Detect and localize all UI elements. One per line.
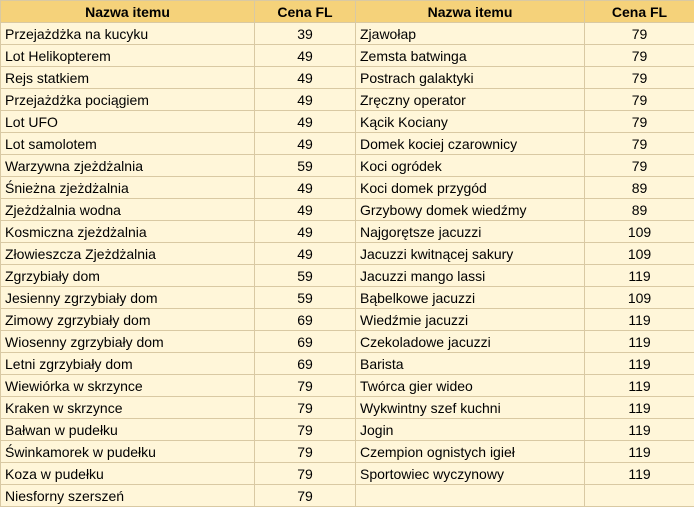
item-name-cell[interactable]: Złowieszcza Zjeżdżalnia — [1, 243, 255, 265]
item-price-cell[interactable]: 49 — [255, 199, 356, 221]
table-row — [356, 243, 694, 265]
item-price-cell[interactable]: 119 — [585, 441, 694, 463]
item-name-cell[interactable]: Jacuzzi mango lassi — [356, 265, 585, 287]
table-row — [1, 133, 356, 155]
item-name-cell[interactable]: Czempion ognistych igieł — [356, 441, 585, 463]
item-price-cell[interactable]: 79 — [585, 133, 694, 155]
table-row — [356, 287, 694, 309]
item-name-cell[interactable]: Bałwan w pudełku — [1, 419, 255, 441]
table-row — [1, 287, 356, 309]
item-price-cell[interactable]: 79 — [255, 419, 356, 441]
right-price-table — [355, 0, 694, 507]
table-row — [356, 67, 694, 89]
header-item-name: Nazwa itemu — [356, 1, 585, 23]
item-name-cell[interactable]: Śnieżna zjeżdżalnia — [1, 177, 255, 199]
item-name-cell[interactable]: Jesienny zgrzybiały dom — [1, 287, 255, 309]
item-price-cell[interactable]: 59 — [255, 155, 356, 177]
item-price-cell[interactable]: 49 — [255, 221, 356, 243]
item-price-cell[interactable]: 69 — [255, 331, 356, 353]
item-name-cell[interactable]: Lot UFO — [1, 111, 255, 133]
table-row — [1, 199, 356, 221]
item-name-cell[interactable]: Lot Helikopterem — [1, 45, 255, 67]
item-name-cell[interactable]: Jogin — [356, 419, 585, 441]
header-row — [356, 1, 694, 23]
item-price-cell[interactable]: 79 — [255, 463, 356, 485]
item-name-cell[interactable]: Postrach galaktyki — [356, 67, 585, 89]
item-price-cell[interactable]: 89 — [585, 199, 694, 221]
item-price-cell[interactable]: 49 — [255, 133, 356, 155]
table-row — [1, 265, 356, 287]
item-price-cell[interactable]: 109 — [585, 221, 694, 243]
table-row — [1, 375, 356, 397]
item-price-cell[interactable]: 109 — [585, 287, 694, 309]
table-row — [356, 353, 694, 375]
table-row — [1, 243, 356, 265]
item-name-cell[interactable]: Zjeżdżalnia wodna — [1, 199, 255, 221]
table-row — [1, 397, 356, 419]
item-price-cell[interactable]: 49 — [255, 177, 356, 199]
item-price-cell[interactable]: 69 — [255, 309, 356, 331]
item-price-cell[interactable]: 119 — [585, 309, 694, 331]
table-row — [1, 441, 356, 463]
item-price-cell[interactable]: 79 — [255, 375, 356, 397]
item-name-cell[interactable]: Wiedźmie jacuzzi — [356, 309, 585, 331]
item-price-cell[interactable]: 49 — [255, 67, 356, 89]
item-price-cell[interactable]: 59 — [255, 265, 356, 287]
table-row — [356, 23, 694, 45]
header-item-name: Nazwa itemu — [1, 1, 255, 23]
table-row — [1, 353, 356, 375]
item-price-cell[interactable]: 49 — [255, 89, 356, 111]
table-row — [1, 89, 356, 111]
item-price-cell[interactable]: 79 — [585, 89, 694, 111]
table-row — [356, 441, 694, 463]
table-row — [356, 485, 694, 507]
item-name-cell[interactable]: Jacuzzi kwitnącej sakury — [356, 243, 585, 265]
item-price-cell[interactable]: 39 — [255, 23, 356, 45]
item-name-cell[interactable]: Twórca gier wideo — [356, 375, 585, 397]
table-row — [356, 177, 694, 199]
item-name-cell[interactable]: Zemsta batwinga — [356, 45, 585, 67]
table-row — [1, 23, 356, 45]
table-row — [1, 45, 356, 67]
item-price-cell[interactable]: 79 — [585, 111, 694, 133]
item-price-cell[interactable]: 79 — [255, 485, 356, 507]
table-row — [356, 155, 694, 177]
table-row — [356, 331, 694, 353]
table-row — [356, 265, 694, 287]
table-row — [1, 463, 356, 485]
table-row — [1, 111, 356, 133]
item-name-cell[interactable]: Zgrzybiały dom — [1, 265, 255, 287]
item-name-cell[interactable]: Koza w pudełku — [1, 463, 255, 485]
item-name-cell[interactable]: Wiosenny zgrzybiały dom — [1, 331, 255, 353]
item-name-cell[interactable]: Lot samolotem — [1, 133, 255, 155]
item-name-cell[interactable]: Domek kociej czarownicy — [356, 133, 585, 155]
item-price-cell[interactable]: 89 — [585, 177, 694, 199]
table-row — [356, 111, 694, 133]
item-name-cell[interactable]: Kosmiczna zjeżdżalnia — [1, 221, 255, 243]
table-row — [356, 309, 694, 331]
item-price-cell[interactable]: 119 — [585, 353, 694, 375]
item-name-cell[interactable]: Czekoladowe jacuzzi — [356, 331, 585, 353]
item-name-cell[interactable]: Przejażdżka na kucyku — [1, 23, 255, 45]
item-name-cell[interactable]: Wykwintny szef kuchni — [356, 397, 585, 419]
item-price-cell[interactable]: 69 — [255, 353, 356, 375]
item-name-cell[interactable] — [356, 485, 585, 507]
item-price-cell[interactable]: 49 — [255, 45, 356, 67]
item-name-cell[interactable]: Barista — [356, 353, 585, 375]
table-row — [356, 89, 694, 111]
table-row — [1, 485, 356, 507]
item-name-cell[interactable]: Warzywna zjeżdżalnia — [1, 155, 255, 177]
item-price-cell[interactable]: 79 — [255, 397, 356, 419]
table-row — [356, 463, 694, 485]
item-name-cell[interactable]: Przejażdżka pociągiem — [1, 89, 255, 111]
item-price-cell[interactable]: 119 — [585, 265, 694, 287]
item-name-cell[interactable]: Najgorętsze jacuzzi — [356, 221, 585, 243]
header-row — [1, 1, 356, 23]
item-name-cell[interactable]: Niesforny szerszeń — [1, 485, 255, 507]
table-row — [1, 67, 356, 89]
item-price-cell[interactable]: 109 — [585, 243, 694, 265]
table-row — [1, 155, 356, 177]
item-name-cell[interactable]: Grzybowy domek wiedźmy — [356, 199, 585, 221]
item-name-cell[interactable]: Kącik Kociany — [356, 111, 585, 133]
table-row — [1, 309, 356, 331]
item-name-cell[interactable]: Kraken w skrzynce — [1, 397, 255, 419]
item-name-cell[interactable]: Zręczny operator — [356, 89, 585, 111]
item-price-cell[interactable]: 119 — [585, 331, 694, 353]
table-row — [1, 419, 356, 441]
item-name-cell[interactable]: Letni zgrzybiały dom — [1, 353, 255, 375]
item-name-cell[interactable]: Bąbelkowe jacuzzi — [356, 287, 585, 309]
table-row — [356, 221, 694, 243]
item-price-cell[interactable]: 119 — [585, 375, 694, 397]
item-name-cell[interactable]: Sportowiec wyczynowy — [356, 463, 585, 485]
item-price-cell[interactable]: 49 — [255, 243, 356, 265]
table-row — [356, 397, 694, 419]
item-name-cell[interactable]: Koci domek przygód — [356, 177, 585, 199]
item-price-cell[interactable]: 119 — [585, 397, 694, 419]
table-row — [1, 331, 356, 353]
item-price-cell[interactable]: 59 — [255, 287, 356, 309]
header-price: Cena FL — [255, 1, 356, 23]
item-name-cell[interactable]: Rejs statkiem — [1, 67, 255, 89]
item-price-cell[interactable]: 79 — [255, 441, 356, 463]
item-price-cell[interactable] — [585, 485, 694, 507]
table-row — [356, 199, 694, 221]
left-price-table — [0, 0, 356, 507]
item-price-cell[interactable]: 79 — [585, 45, 694, 67]
item-name-cell[interactable]: Świnkamorek w pudełku — [1, 441, 255, 463]
table-row — [356, 133, 694, 155]
item-price-cell[interactable]: 79 — [585, 155, 694, 177]
table-row — [356, 45, 694, 67]
table-row — [356, 375, 694, 397]
table-row — [1, 177, 356, 199]
item-name-cell[interactable]: Zjawołap — [356, 23, 585, 45]
item-name-cell[interactable]: Zimowy zgrzybiały dom — [1, 309, 255, 331]
item-price-cell[interactable]: 79 — [585, 67, 694, 89]
table-row — [356, 419, 694, 441]
item-price-cell[interactable]: 79 — [585, 23, 694, 45]
item-price-cell[interactable]: 49 — [255, 111, 356, 133]
table-row — [1, 221, 356, 243]
item-price-cell[interactable]: 119 — [585, 419, 694, 441]
item-name-cell[interactable]: Wiewiórka w skrzynce — [1, 375, 255, 397]
header-price: Cena FL — [585, 1, 694, 23]
item-name-cell[interactable]: Koci ogródek — [356, 155, 585, 177]
item-price-cell[interactable]: 119 — [585, 463, 694, 485]
